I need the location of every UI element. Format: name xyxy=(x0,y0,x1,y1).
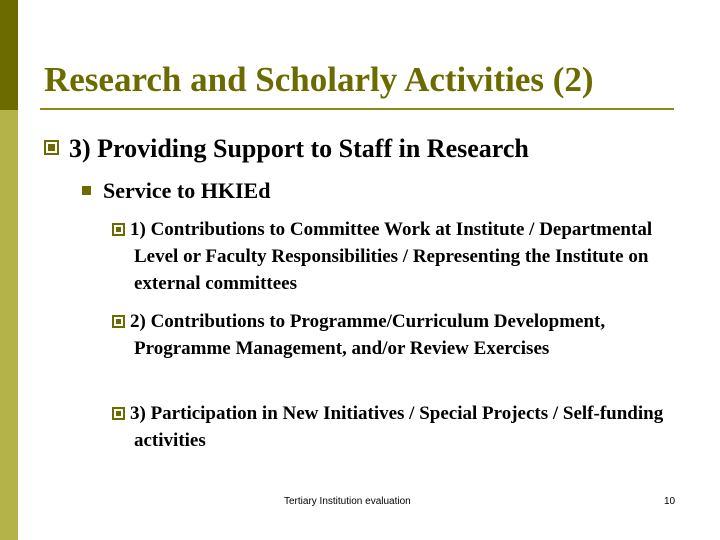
item-number: 2) xyxy=(130,311,146,332)
bullet-level1-text: 3) Providing Support to Staff in Research xyxy=(69,134,529,163)
box-bullet-icon xyxy=(112,315,125,328)
title-underline xyxy=(40,108,674,110)
item-text: Participation in New Initiatives / Special Projects / Self-funding activities xyxy=(134,403,664,451)
square-bullet-icon xyxy=(82,186,91,195)
bullet-level2-text: Service to HKIEd xyxy=(103,178,271,203)
list-item xyxy=(112,216,692,297)
side-bar-dark xyxy=(0,0,18,110)
footer-text: Tertiary Institution evaluation xyxy=(284,496,411,507)
box-bullet-icon xyxy=(112,223,125,236)
box-bullet-icon xyxy=(44,140,59,155)
side-bar-light xyxy=(0,110,18,540)
list-item xyxy=(112,400,692,454)
page-number: 10 xyxy=(664,496,676,507)
bullet-level1 xyxy=(44,134,529,164)
item-text: Contributions to Programme/Curriculum Development, Programme Management, and/or Review Exercises xyxy=(134,311,606,359)
item-number: 1) xyxy=(130,219,146,240)
box-bullet-icon xyxy=(112,407,125,420)
bullet-level2 xyxy=(82,178,270,204)
list-item xyxy=(112,308,692,362)
item-number: 3) xyxy=(130,403,146,424)
slide-title: Research and Scholarly Activities (2) xyxy=(44,60,594,99)
item-text: Contributions to Committee Work at Institute / Departmental Level or Faculty Responsibilities / Representing the Institute on external committees xyxy=(134,219,653,294)
